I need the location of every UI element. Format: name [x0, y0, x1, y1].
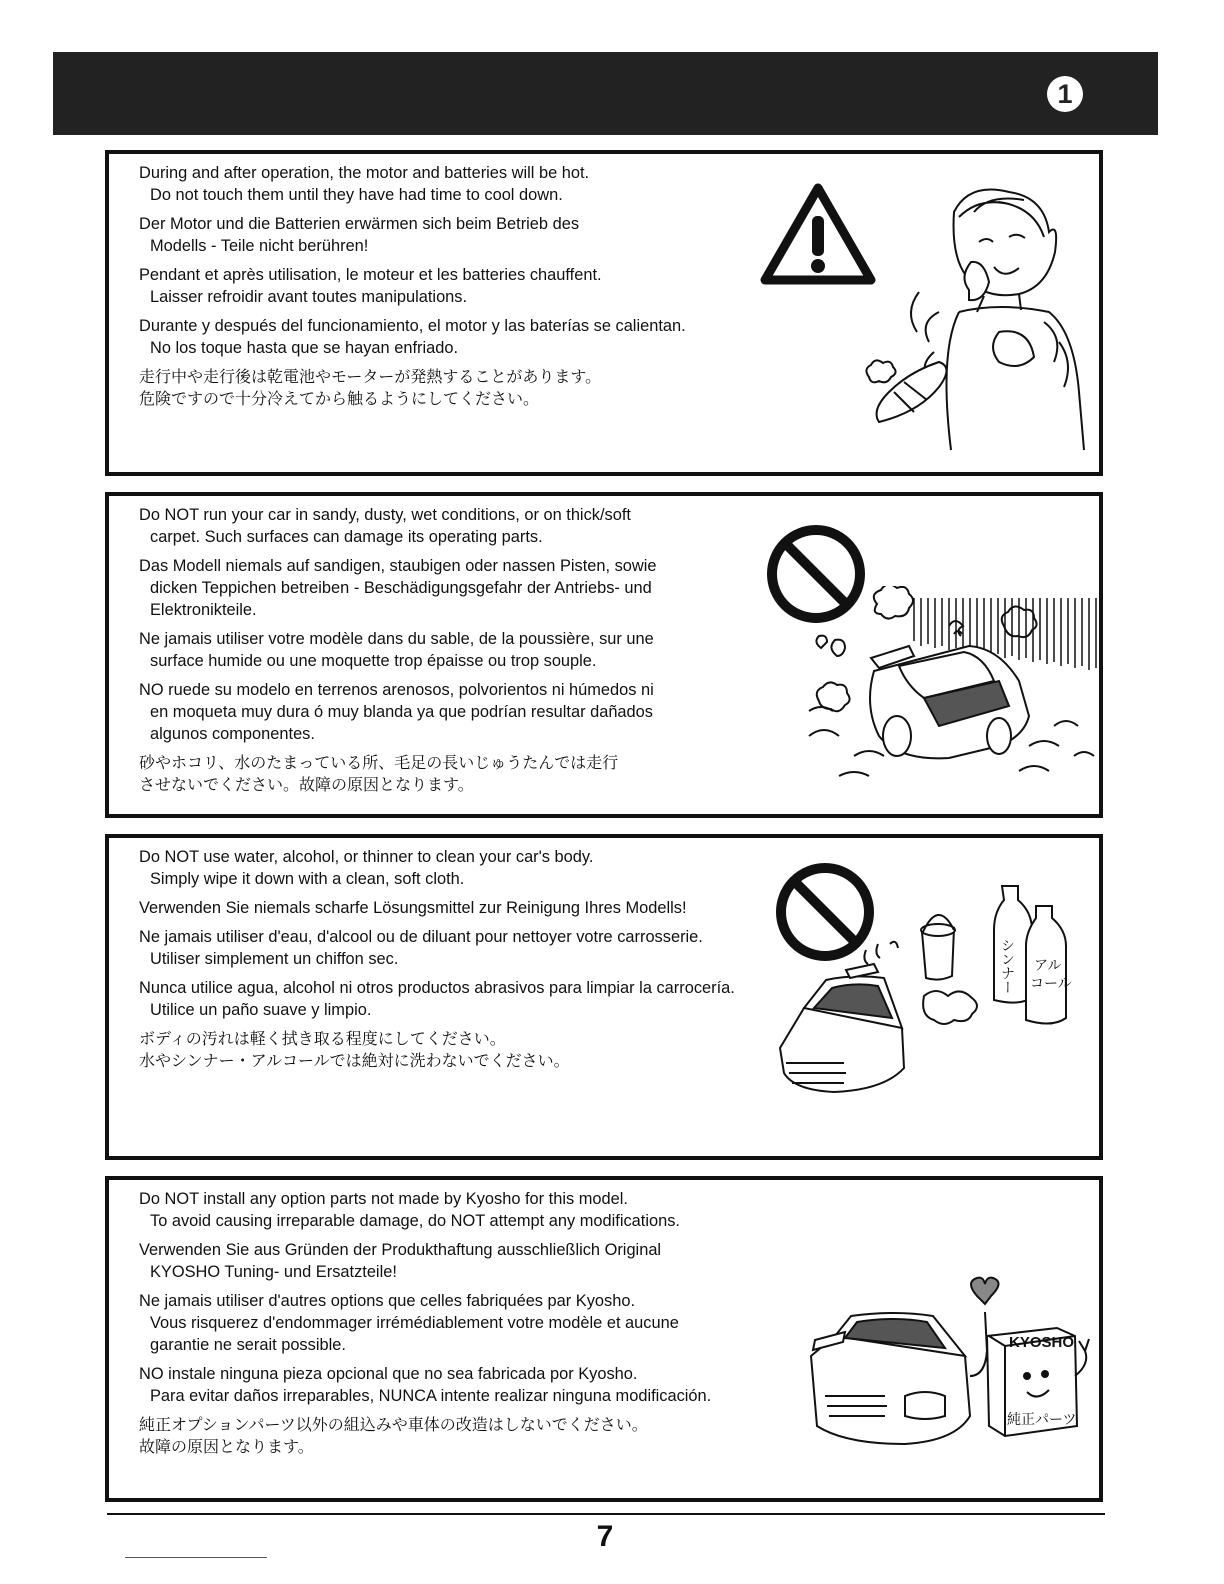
- paragraph-french: Ne jamais utiliser votre modèle dans du sable, de la poussière, sur une surface humide ou une moquette trop épaisse ou trop souple.: [139, 630, 654, 670]
- paragraph-french: Ne jamais utiliser d'autres options que celles fabriquées par Kyosho. Vous risquerez d'endommager irrémédiablement votre modèle et aucune garantie ne serait possible.: [139, 1292, 679, 1354]
- warning-text: [139, 162, 686, 417]
- kyosho-logo: KYOSHO: [1009, 1334, 1075, 1351]
- paragraph-japanese: 純正オプションパーツ以外の組込みや車体の改造はしないでください。 故障の原因となります。: [139, 1415, 648, 1456]
- paragraph-english: During and after operation, the motor and batteries will be hot. Do not touch them until they have had time to cool down.: [139, 164, 590, 204]
- warning-box-surfaces: [105, 492, 1103, 818]
- warning-box-cleaning: [105, 834, 1103, 1160]
- alcohol-bottle-label-1: アル: [1034, 958, 1062, 974]
- paragraph-japanese: ボディの汚れは軽く拭き取る程度にしてください。 水やシンナー・アルコールでは絶対に洗わないでください。: [139, 1029, 570, 1070]
- car-with-genuine-parts-box-illustration: [805, 1276, 1095, 1466]
- car-on-rough-surface-illustration: [799, 586, 1099, 786]
- page-number: 7: [596, 1520, 614, 1553]
- paragraph-english: Do NOT install any option parts not made by Kyosho for this model. To avoid causing irreparable damage, do NOT attempt any modifications.: [139, 1190, 680, 1230]
- paragraph-english: Do NOT run your car in sandy, dusty, wet conditions, or on thick/soft carpet. Such surfaces can damage its operating parts.: [139, 506, 631, 546]
- thinner-bottle-label: シンナー: [999, 938, 1015, 994]
- section-number-badge: 1: [1047, 76, 1083, 112]
- warning-box-option-parts: [105, 1176, 1103, 1502]
- paragraph-german: Verwenden Sie aus Gründen der Produkthaftung ausschließlich Original KYOSHO Tuning- und Ersatzteile!: [139, 1241, 662, 1281]
- genuine-parts-label: 純正パーツ: [1007, 1412, 1077, 1428]
- paragraph-french: Pendant et après utilisation, le moteur et les batteries chauffent. Laisser refroidir avant toutes manipulations.: [139, 266, 602, 306]
- paragraph-german: Verwenden Sie niemals scharfe Lösungsmittel zur Reinigung Ihres Modells!: [139, 899, 687, 917]
- warning-text: [139, 1188, 711, 1465]
- alcohol-bottle-label-2: コール: [1030, 976, 1072, 992]
- blue-underline: [125, 1557, 267, 1558]
- warning-box-hot-parts: [105, 150, 1103, 476]
- paragraph-spanish: Durante y después del funcionamiento, el motor y las baterías se calientan. No los toque hasta que se hayan enfriado.: [139, 317, 686, 357]
- paragraph-spanish: Nunca utilice agua, alcohol ni otros productos abrasivos para limpiar la carrocería. Utilice un paño suave y limpio.: [139, 979, 735, 1019]
- warning-text: [139, 504, 657, 803]
- paragraph-japanese: 走行中や走行後は乾電池やモーターが発熱することがあります。 危険ですので十分冷えてから触るようにしてください。: [139, 367, 602, 408]
- car-bucket-bottles-illustration: [774, 878, 1094, 1128]
- paragraph-french: Ne jamais utiliser d'eau, d'alcool ou de diluant pour nettoyer votre carrosserie. Utiliser simplement un chiffon sec.: [139, 928, 703, 968]
- footer-rule: [107, 1513, 1105, 1515]
- paragraph-japanese: 砂やホコリ、水のたまっている所、毛足の長いじゅうたんでは走行 させないでください。故障の原因となります。: [139, 753, 619, 794]
- warning-text: [139, 846, 735, 1079]
- paragraph-spanish: NO ruede su modelo en terrenos arenosos, polvorientos ni húmedos ni en moqueta muy dura ó muy blanda ya que podrían resultar dañados algunos componentes.: [139, 681, 654, 743]
- paragraph-german: Das Modell niemals auf sandigen, staubigen oder nassen Pisten, sowie dicken Teppichen betreiben - Beschädigungsgefahr der Antriebs- und Elektronikteile.: [139, 557, 657, 619]
- paragraph-english: Do NOT use water, alcohol, or thinner to clean your car's body. Simply wipe it down with a clean, soft cloth.: [139, 848, 594, 888]
- paragraph-spanish: NO instale ninguna pieza opcional que no sea fabricada por Kyosho. Para evitar daños irreparables, NUNCA intente realizar ninguna modificación.: [139, 1365, 712, 1405]
- hot-car-boy-illustration: [859, 182, 1099, 452]
- paragraph-german: Der Motor und die Batterien erwärmen sich beim Betrieb des Modells - Teile nicht berühren!: [139, 215, 580, 255]
- header-bar: [53, 52, 1158, 135]
